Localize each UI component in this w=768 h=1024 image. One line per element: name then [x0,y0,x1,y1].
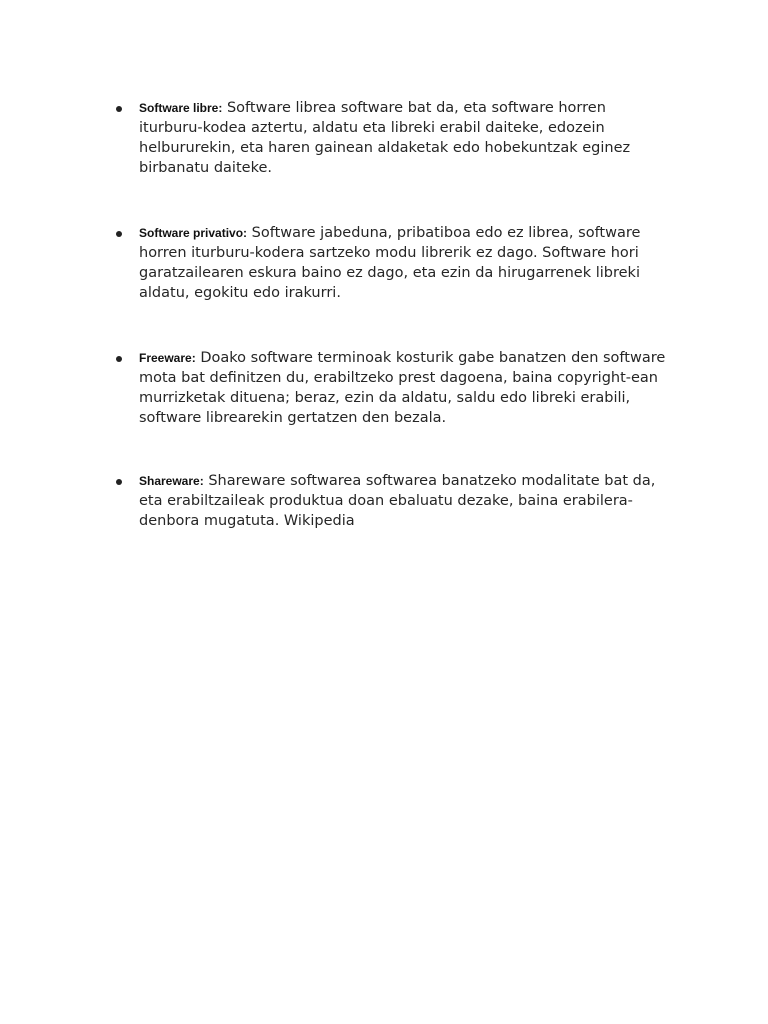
bullet-icon [116,231,122,237]
term-description: Shareware softwarea softwarea banatzeko modalitate bat da, eta erabiltzaileak produktua doan ebaluatu dezake, baina erabilera-denbora mugatuta. Wikipedia [139,473,656,529]
term-label: Shareware: [139,474,204,488]
term-description: Software librea software bat da, eta software horren iturburu-kodea aztertu, aldatu eta libreki erabil daiteke, edozein helbururekin, eta haren gainean aldaketak edo hobekuntzak eginez birbanatu daiteke. [139,100,631,176]
term-description: Software jabeduna, pribatiboa edo ez librea, software horren iturburu-kodera sartzeko modu librerik ez dago. Software hori garatzailearen eskura baino ez dago, eta ezin da hirugarrenek libreki aldatu, egokitu edo irakurri. [139,225,641,301]
term-description: Doako software terminoak kosturik gabe banatzen den software mota bat definitzen du, erabiltzeko prest dagoena, baina copyright-ean murrizketak dituena; beraz, ezin da aldatu, saldu edo libreki erabili, software librearekin gertatzen den bezala. [139,350,666,426]
list-item-text [139,348,674,428]
term-label: Freeware: [139,351,196,365]
bullet-icon [116,106,122,112]
list-item-text [139,223,674,303]
list-item-text [139,471,674,531]
term-label: Software libre: [139,101,223,115]
bullet-icon [116,356,122,362]
term-label: Software privativo: [139,226,248,240]
bullet-icon [116,479,122,485]
list-item-text [139,98,674,178]
